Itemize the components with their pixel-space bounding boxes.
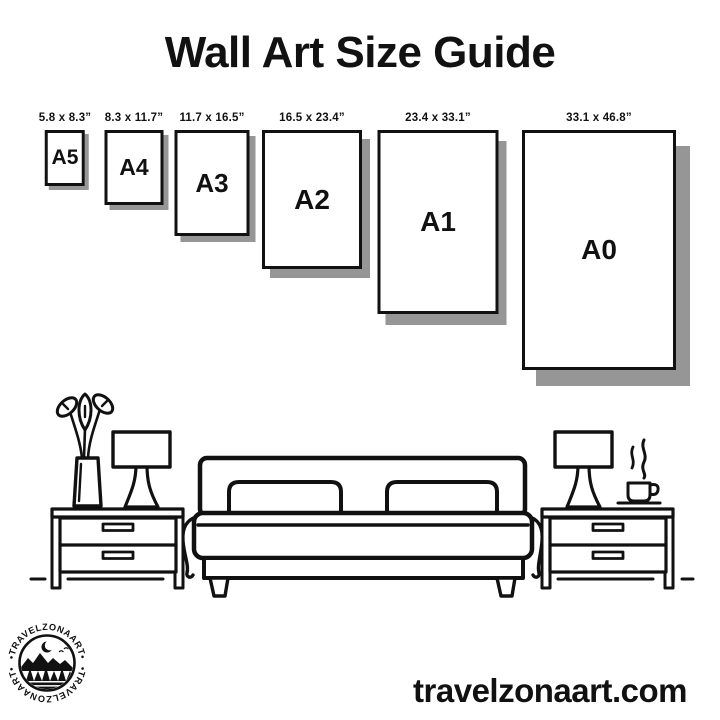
size-box-a0 xyxy=(522,130,676,370)
size-box-a3 xyxy=(175,130,250,236)
size-option-a2 xyxy=(262,112,362,269)
size-box-a5 xyxy=(45,130,85,186)
size-dimensions-a4: 8.3 x 11.7” xyxy=(104,112,164,124)
logo-arc-text-bottom: •TRAVELZONAART• xyxy=(6,666,88,705)
size-name-a4: A4 xyxy=(119,154,149,180)
nightstand-icon-right xyxy=(542,509,673,588)
size-dimensions-a1: 23.4 x 33.1” xyxy=(405,112,471,124)
coffee-cup-icon xyxy=(618,440,660,503)
logo-arc-text-top: •TRAVELZONAART• xyxy=(6,621,88,660)
page-title: Wall Art Size Guide xyxy=(164,28,556,77)
table-lamp-icon-right xyxy=(555,432,612,507)
size-box-a4 xyxy=(105,130,164,205)
size-name-a5: A5 xyxy=(51,146,79,169)
size-option-a5 xyxy=(39,112,92,186)
size-name-a0: A0 xyxy=(581,234,617,265)
nightstand-icon-left xyxy=(52,509,183,588)
brand-logo-badge xyxy=(2,618,92,708)
double-bed-icon xyxy=(183,458,542,596)
size-name-a1: A1 xyxy=(420,206,456,237)
bedroom-illustration xyxy=(0,385,720,600)
size-box-a1 xyxy=(378,130,499,314)
size-dimensions-a2: 16.5 x 23.4” xyxy=(279,112,345,124)
size-box-a2 xyxy=(262,130,362,269)
size-name-a2: A2 xyxy=(294,183,330,215)
website-url: travelzonaart.com xyxy=(413,672,687,709)
size-dimensions-a5: 5.8 x 8.3” xyxy=(38,112,92,124)
size-name-a3: A3 xyxy=(195,167,229,198)
size-dimensions-a3: 11.7 x 16.5” xyxy=(179,112,245,124)
size-option-a3 xyxy=(175,112,250,236)
size-option-a1 xyxy=(378,112,499,314)
size-dimensions-a0: 33.1 x 46.8” xyxy=(566,112,632,124)
vase-with-leaves-icon xyxy=(54,391,116,506)
size-option-a0 xyxy=(522,112,676,370)
size-option-a4 xyxy=(105,112,164,205)
table-lamp-icon-left xyxy=(113,432,170,507)
